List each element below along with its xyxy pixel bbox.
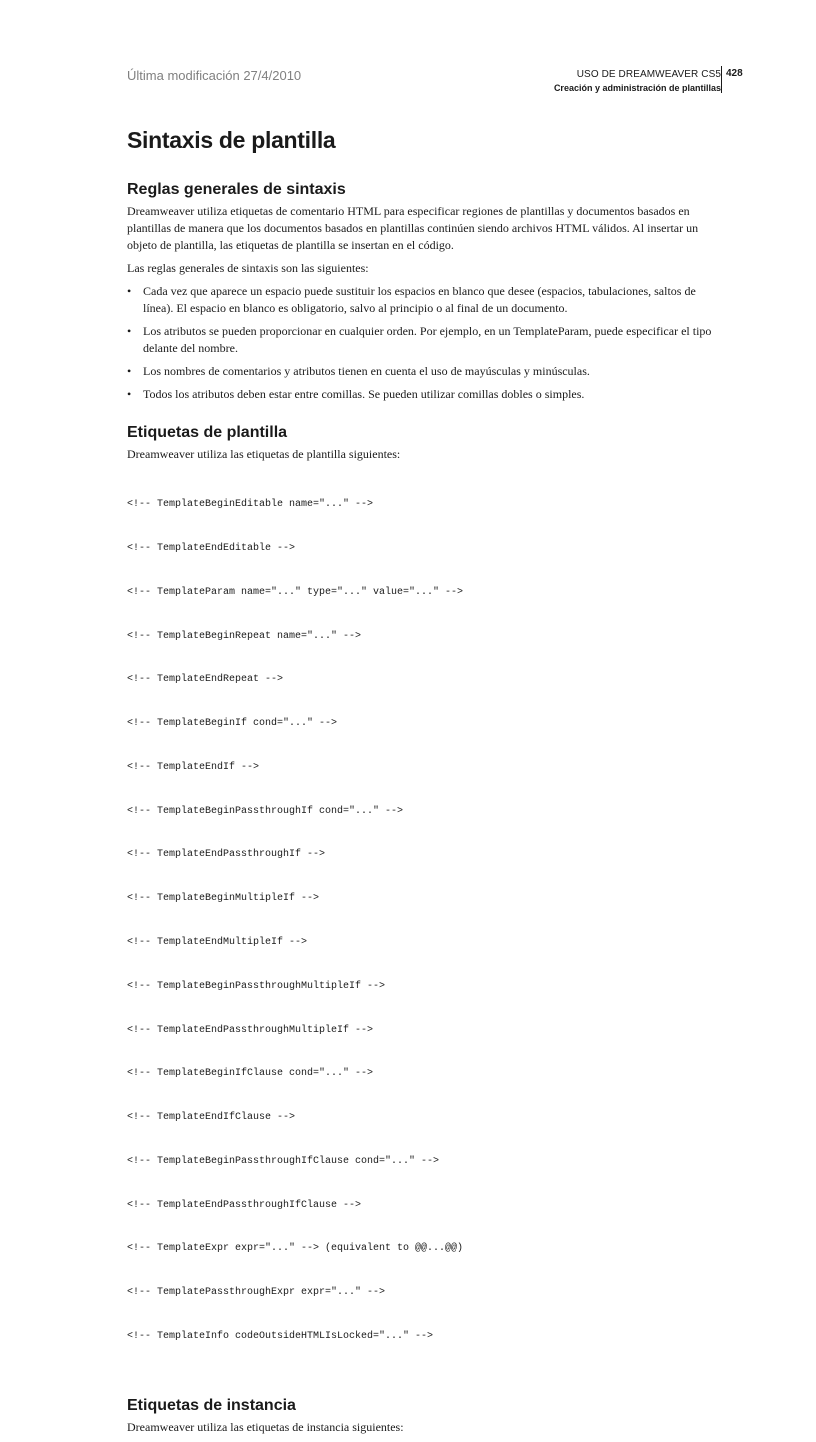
list-item: • Cada vez que aparece un espacio puede sustituir los espacios en blanco que desee (espacios, tabulaciones, saltos de línea). El espacio en blanco es obligatorio, salvo al principio o al final de un documento. [127, 283, 717, 317]
product-name: USO DE DREAMWEAVER CS5 [576, 69, 721, 80]
section-heading: Etiquetas de plantilla [127, 424, 288, 441]
code-line: <!-- TemplateBeginEditable name="..." --> [127, 499, 374, 511]
code-line: <!-- TemplateExpr expr="..." --> (equivalent to @@...@@) [127, 1243, 464, 1255]
list-item: • Los atributos se pueden proporcionar en cualquier orden. Por ejemplo, en un TemplateParam, puede especificar el tipo delante del nombre. [127, 323, 717, 357]
code-line: <!-- TemplateEndPassthroughMultipleIf --> [127, 1024, 374, 1036]
code-line: <!-- TemplateBeginIfClause cond="..." --> [127, 1068, 374, 1080]
code-line: <!-- TemplatePassthroughExpr expr="..." --> [127, 1287, 386, 1299]
code-line: <!-- TemplateBeginRepeat name="..." --> [127, 630, 362, 642]
code-line: <!-- TemplateBeginPassthroughMultipleIf --> [127, 980, 386, 992]
code-line: <!-- TemplateEndPassthroughIf --> [127, 849, 326, 861]
page-title: Sintaxis de plantilla [127, 127, 336, 153]
code-line: <!-- TemplateParam name="..." type="..." value="..." --> [127, 586, 464, 598]
chapter-name: Creación y administración de plantillas [553, 83, 721, 93]
page-number: 428 [726, 68, 743, 79]
paragraph: Dreamweaver utiliza las etiquetas de plantilla siguientes: [127, 447, 401, 461]
section-template-tags [127, 423, 717, 1374]
code-line: <!-- TemplateEndPassthroughIfClause --> [127, 1199, 362, 1211]
section-instance-tags [127, 1396, 717, 1436]
code-line: <!-- TemplateEndIfClause --> [127, 1112, 296, 1124]
running-header [554, 68, 721, 95]
code-line: <!-- TemplateEndEditable --> [127, 542, 296, 554]
section-heading: Reglas generales de sintaxis [127, 181, 346, 198]
paragraph: Las reglas generales de sintaxis son las siguientes: [127, 261, 369, 275]
code-line: <!-- TemplateBeginPassthroughIfClause cond="..." --> [127, 1155, 440, 1167]
section-general-rules [127, 180, 717, 403]
code-line: <!-- TemplateBeginMultipleIf --> [127, 893, 320, 905]
code-line: <!-- TemplateBeginIf cond="..." --> [127, 718, 338, 730]
code-block [127, 469, 717, 1374]
list-item: • Todos los atributos deben estar entre comillas. Se pueden utilizar comillas dobles o simples. [127, 386, 717, 403]
code-line: <!-- TemplateInfo codeOutsideHTMLIsLocked="..." --> [127, 1331, 434, 1343]
section-heading: Etiquetas de instancia [127, 1396, 296, 1414]
paragraph: Dreamweaver utiliza etiquetas de comentario HTML para especificar regiones de plantillas y documentos basados en plantillas de manera que los documentos basados en plantillas continúen siendo archivos HTML válidos. Al insertar un objeto de plantilla, las etiquetas de plantilla se insertan en el código. [127, 204, 699, 252]
code-line: <!-- TemplateEndMultipleIf --> [127, 937, 308, 948]
last-modified-date: Última modificación 27/4/2010 [127, 68, 302, 83]
list-item: • Los nombres de comentarios y atributos tienen en cuenta el uso de mayúsculas y minúsculas. [127, 363, 717, 380]
bullet-list [127, 283, 717, 403]
header-divider [721, 66, 722, 93]
page-content [127, 124, 717, 1442]
paragraph: Dreamweaver utiliza las etiquetas de instancia siguientes: [127, 1419, 404, 1434]
code-line: <!-- TemplateEndIf --> [127, 761, 260, 773]
code-line: <!-- TemplateEndRepeat --> [127, 674, 284, 686]
code-line: <!-- TemplateBeginPassthroughIf cond="..." --> [127, 805, 404, 817]
